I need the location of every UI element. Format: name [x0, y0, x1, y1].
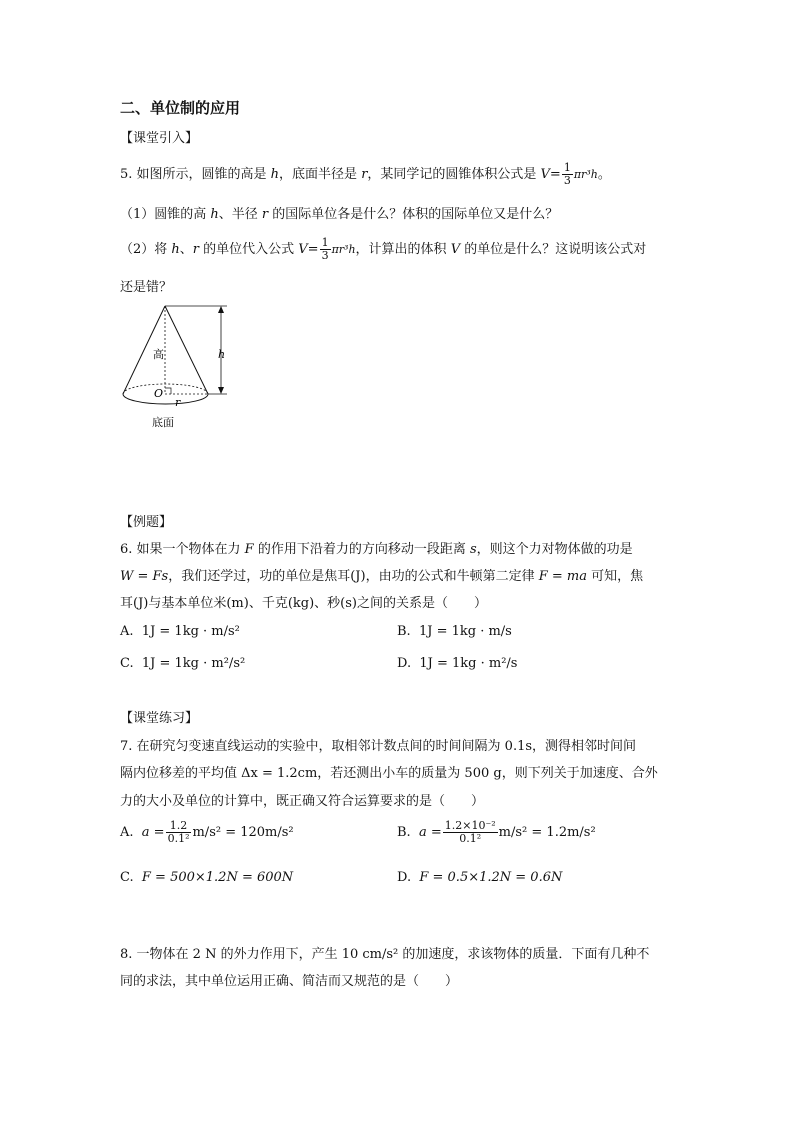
option-text: 1J = 1kg · m/s [418, 624, 512, 639]
q6-line3: 耳(J)与基本单位米(m)、千克(kg)、秒(s)之间的关系是（ ） [120, 596, 487, 611]
section-title: 二、单位制的应用 [120, 99, 241, 117]
base-front [123, 394, 208, 404]
option-letter: D. [397, 656, 412, 671]
q5-sub1 [120, 203, 558, 222]
label-gao: 高 [153, 348, 164, 361]
option-letter: C. [120, 870, 134, 885]
label-h: h [218, 348, 226, 361]
option-text: F = 500×1.2N = 600N [141, 870, 294, 885]
option-letter: B. [397, 825, 411, 840]
q6-option-a[interactable] [120, 624, 240, 639]
fraction-num: 1.2×10⁻² [444, 819, 496, 832]
q6-option-c[interactable] [120, 656, 245, 671]
q6-text: 可知，焦 [586, 569, 644, 584]
q8-line1: 8. 一物体在 2 N 的外力作用下，产生 10 cm/s² 的加速度，求该物体的质量．下面有几种不 [120, 947, 650, 962]
fraction-den: 0.1² [459, 832, 482, 845]
var-h: h [210, 207, 219, 222]
q5-sub1-text: （1）圆锥的高 [120, 207, 211, 222]
q7-option-b[interactable] [397, 820, 596, 845]
q7-option-c[interactable] [120, 870, 293, 885]
q5-text: 。 [597, 167, 611, 182]
fraction [320, 237, 331, 262]
var-r: r [361, 167, 368, 182]
option-letter: A. [120, 825, 134, 840]
q6-line1 [120, 538, 633, 557]
example-label: 【例题】 [120, 515, 173, 530]
cone-side-right [165, 306, 208, 394]
option-letter: D. [397, 870, 412, 885]
q6-option-d[interactable] [397, 656, 517, 671]
q6-line2 [120, 565, 643, 584]
q5-stem [120, 162, 611, 187]
var-V: V [450, 242, 461, 257]
formula-rhs: πr³h [331, 243, 356, 256]
q5-sub2-text: 的单位代入公式 [199, 242, 299, 257]
label-base: 底面 [152, 416, 174, 429]
option-text: 1J = 1kg · m²/s [419, 656, 518, 671]
q5-text: 5. 如图所示，圆锥的高是 [120, 167, 271, 182]
fraction [443, 820, 498, 845]
fraction [562, 162, 573, 187]
fraction-den: 3 [563, 174, 571, 187]
q7-line3: 力的大小及单位的计算中，既正确又符合运算要求的是（ ） [120, 794, 485, 809]
option-letter: B. [397, 624, 411, 639]
arrow-down [218, 387, 224, 394]
q5-text: ，底面半径是 [279, 167, 362, 182]
fraction-num: 1 [563, 161, 571, 174]
fraction-den: 3 [321, 249, 329, 262]
option-letter: A. [120, 624, 134, 639]
q5-sub2-text: 、 [179, 242, 193, 257]
q5-text: ，某同学记的圆锥体积公式是 [367, 167, 541, 182]
q6-text: ，我们还学过，功的单位是焦耳(J)，由功的公式和牛顿第二定律 [168, 569, 539, 584]
var-h: h [270, 167, 280, 182]
fraction-den: 0.1² [167, 832, 190, 845]
right-angle-mark [165, 388, 171, 394]
fraction [166, 820, 192, 845]
option-rhs: m/s² = 120m/s² [192, 825, 294, 840]
formula-work: W = Fs [120, 569, 169, 584]
formula-newton: F = ma [538, 569, 587, 584]
practice-label: 【课堂练习】 [120, 711, 199, 726]
q7-option-a[interactable] [120, 820, 294, 845]
option-lhs: a = [418, 825, 442, 840]
q5-sub2-text: ，计算出的体积 [355, 242, 451, 257]
q6-text: ，则这个力对物体做的功是 [476, 542, 633, 557]
q7-line2: 隔内位移差的平均值 Δx = 1.2cm，若还测出小车的质量为 500 g，则下列关于加速度、合外 [120, 766, 658, 781]
var-F: F [244, 542, 254, 557]
formula-lhs: V= [298, 242, 319, 257]
option-text: F = 0.5×1.2N = 0.6N [419, 870, 563, 885]
option-text: 1J = 1kg · m/s² [141, 624, 240, 639]
q6-text: 的作用下沿着力的方向移动一段距离 [253, 542, 470, 557]
q5-sub2-line2: 还是错？ [120, 280, 173, 295]
q6-text: 6. 如果一个物体在力 [120, 542, 245, 557]
q5-sub2-text: （2）将 [120, 242, 172, 257]
option-text: 1J = 1kg · m²/s² [141, 656, 246, 671]
cone-figure [115, 300, 245, 432]
base-back-dashed [123, 384, 208, 394]
formula-lhs: V= [540, 167, 561, 182]
q5-sub1-text: 、半径 [218, 207, 262, 222]
fraction-num: 1.2 [166, 820, 192, 833]
intro-label: 【课堂引入】 [120, 131, 199, 146]
fraction-num: 1 [321, 236, 329, 249]
formula-rhs: πr³h [573, 168, 598, 181]
q7-line1: 7. 在研究匀变速直线运动的实验中，取相邻计数点间的时间间隔为 0.1s，测得相邻时间间 [120, 739, 637, 754]
label-O: O [154, 387, 164, 400]
var-r: r [192, 242, 200, 257]
option-lhs: a = [141, 825, 165, 840]
option-rhs: m/s² = 1.2m/s² [498, 825, 596, 840]
q8-line2: 同的求法，其中单位运用正确、简洁而又规范的是（ ） [120, 974, 459, 989]
option-letter: C. [120, 656, 134, 671]
var-h: h [171, 242, 180, 257]
q5-sub2-text: 的单位是什么？这说明该公式对 [460, 242, 647, 257]
q7-option-d[interactable] [397, 870, 562, 885]
label-r: r [175, 396, 181, 409]
q5-sub1-text: 的国际单位各是什么？体积的国际单位又是什么？ [268, 207, 559, 222]
q5-sub2 [120, 237, 646, 262]
arrow-up [218, 306, 224, 313]
var-s: s [469, 542, 477, 557]
q6-option-b[interactable] [397, 624, 512, 639]
var-r: r [261, 207, 269, 222]
